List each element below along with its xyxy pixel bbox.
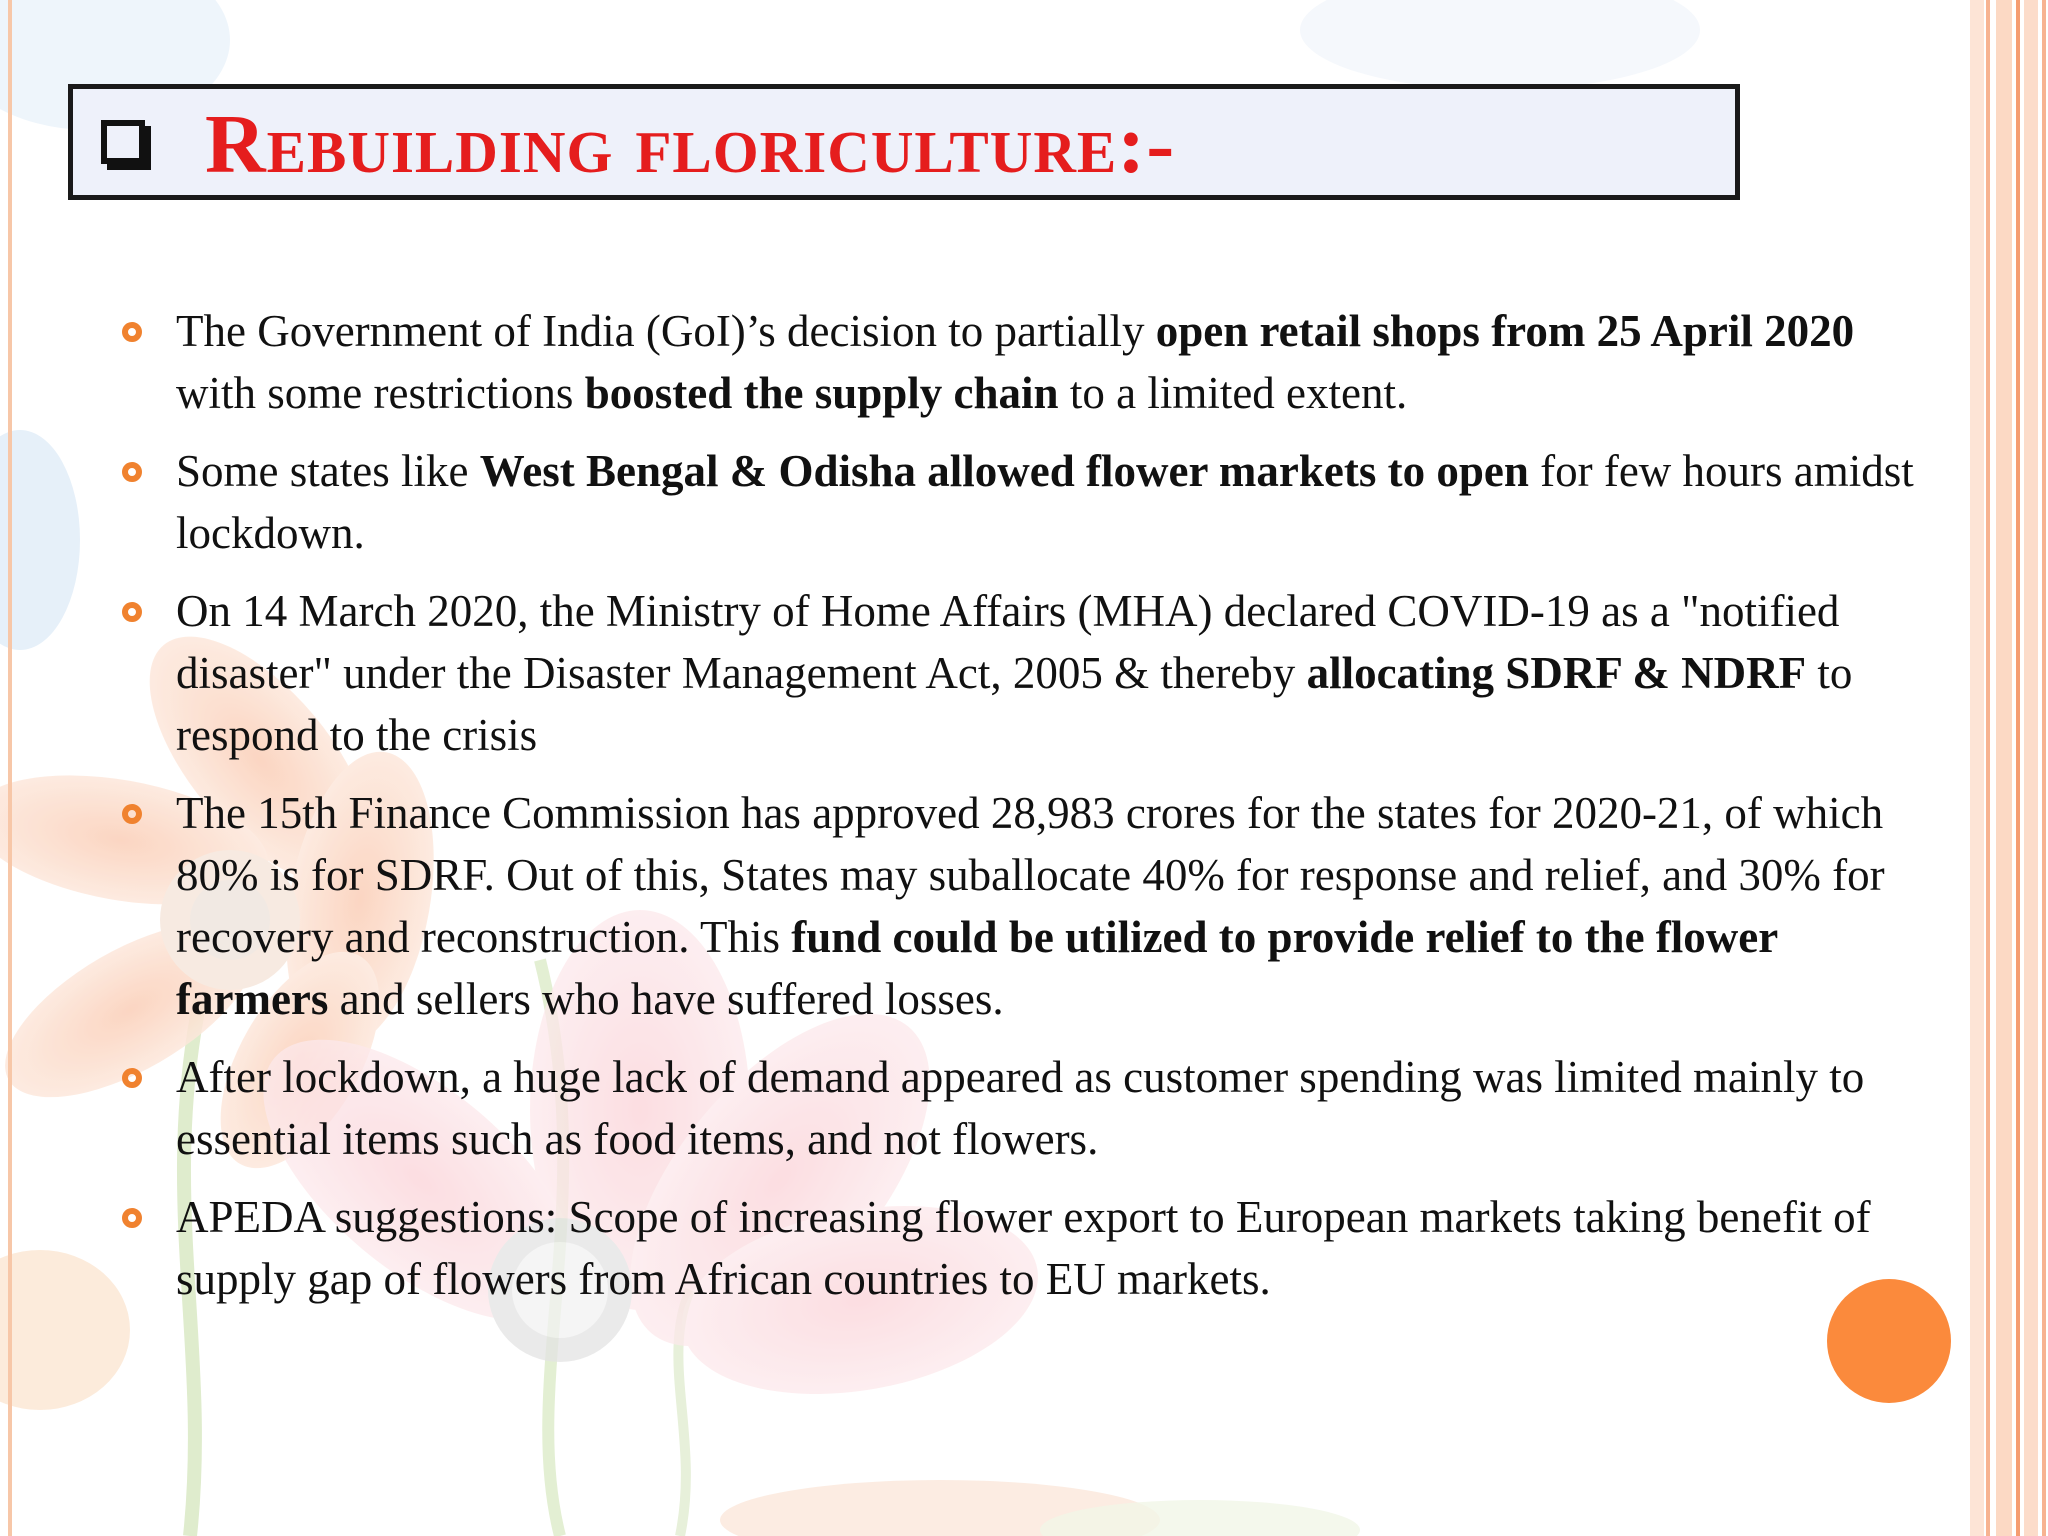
bullet-text-run: for few hours amidst lockdown. (176, 446, 1914, 558)
bullet-item (110, 440, 1940, 564)
ring-bullet-icon (122, 804, 142, 824)
ring-bullet-icon (122, 1068, 142, 1088)
title-box (68, 84, 1740, 200)
bullet-list (110, 300, 1940, 1326)
bullet-text (176, 1052, 1864, 1164)
checkbox-bullet-icon (101, 120, 145, 164)
bullet-text-bold: boosted the supply chain (584, 368, 1059, 418)
bullet-text-run: The Government of India (GoI)’s decision to partially (176, 306, 1156, 356)
ring-bullet-icon (122, 462, 142, 482)
bullet-text (176, 586, 1852, 760)
slide-title: Rebuilding floriculture:- (205, 98, 1176, 191)
bullet-text-bold: West Bengal & Odisha allowed flower markets to open (479, 446, 1529, 496)
bullet-item (110, 300, 1940, 424)
right-stripe-border (1968, 0, 2048, 1536)
bullet-text-bold: allocating SDRF & NDRF (1306, 648, 1807, 698)
bullet-text-run: and sellers who have suffered losses. (328, 974, 1004, 1024)
bullet-item (110, 1046, 1940, 1170)
decorative-orange-circle (1827, 1279, 1951, 1403)
bullet-text-bold: fund could be utilized to provide relief to the flower farmers (176, 912, 1778, 1024)
bullet-text-run: with some restrictions (176, 368, 585, 418)
bullet-text-bold: open retail shops from 25 April 2020 (1155, 306, 1855, 356)
bullet-text (176, 1192, 1871, 1304)
bullet-item (110, 782, 1940, 1030)
bullet-text-run: to a limited extent. (1058, 368, 1408, 418)
ring-bullet-icon (122, 1208, 142, 1228)
ring-bullet-icon (122, 322, 142, 342)
bullet-text-run: The 15th Finance Commission has approved 28,983 crores for the states for 2020-21, of which 80% is for SDRF. Out of this, States may suballocate 40% for response and relief, and 30% for recovery and reconstruction. This (176, 788, 1885, 962)
bullet-text-run: Some states like (176, 446, 480, 496)
bullet-text-run: On 14 March 2020, the Ministry of Home Affairs (MHA) declared COVID-19 as a "notified disaster" under the Disaster Management Act, 2005 & thereby (176, 586, 1840, 698)
bullet-text-run: After lockdown, a huge lack of demand appeared as customer spending was limited mainly to essential items such as food items, and not flowers. (176, 1052, 1865, 1164)
bullet-text-run: APEDA suggestions: Scope of increasing flower export to European markets taking benefit of supply gap of flowers from African countries to EU markets. (176, 1192, 1871, 1304)
bullet-text (176, 788, 1885, 1024)
bullet-text-run: to respond to the crisis (176, 648, 1853, 760)
bullet-item (110, 580, 1940, 766)
bullet-text (176, 306, 1854, 418)
bullet-item (110, 1186, 1940, 1310)
bullet-text (176, 446, 1914, 558)
ring-bullet-icon (122, 602, 142, 622)
